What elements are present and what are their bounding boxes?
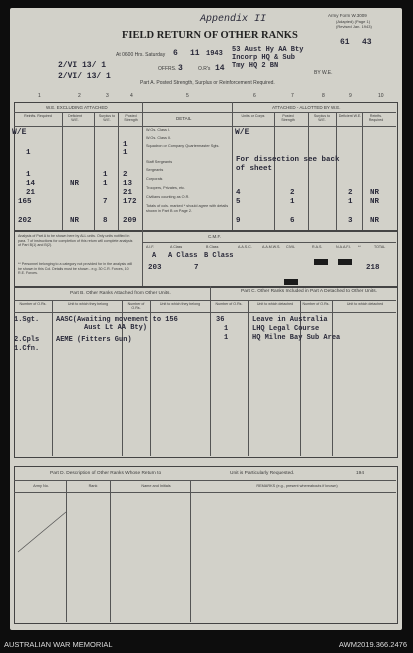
part-d-column-header: REMARKS (e.g., present whereabouts if known) [256,484,338,488]
unit-line-1: 53 Aust Hy AA Bty [232,46,304,54]
part-c-title: Part C. Other Ranks Included in Part A Detached to Other Units. [241,289,377,294]
part-d-year: 194 [356,471,365,476]
unit-line-2: Incorp HQ & Sub [232,54,296,62]
column-header: Deficient W.E. [338,114,362,118]
right-reinfts-value: NR [370,189,380,197]
right-deficient-value: 2 [348,189,353,197]
column-header: Reinfts. Required [368,114,384,123]
part-c-column-header: Unit to which detached [346,302,384,306]
analysis-column-header: A.A.S.C. [238,245,252,249]
part-d-title-2: Unit is Particularly Requested. [230,471,295,476]
reinfts-value: 14 [26,180,36,188]
part-b-rank: 1.Cfn. [14,345,40,353]
part-b-column-header: Unit to which they belong [159,302,201,306]
reinfts-value: 165 [18,198,32,206]
by-we-label: BY W.E. [314,70,333,76]
column-header: Reinfts. Required [24,114,52,118]
we-right-marker: W/E [235,128,250,137]
dissection-note: For dissection see back of sheet [236,156,340,173]
date-month: 11 [190,49,200,58]
column-header: Deficient W.E. [68,114,82,123]
aif-letter: A [152,252,157,260]
right-reinfts-value: NR [370,217,380,225]
column-number: 4 [130,93,133,99]
detail-label: Sergeants [146,168,164,172]
part-b-column-header: Unit to which they belong [67,302,109,306]
column-number: 7 [291,93,294,99]
right-unit-value: 9 [236,217,241,225]
part-c-number: 1 [224,325,229,333]
analysis-column-header: A.I.F. [146,245,155,249]
part-c-column-header: Number of O.Rs. [302,302,330,306]
part-d-title: Part D. Description of Other Ranks Whose Return to [50,471,162,476]
total-value: 218 [366,264,380,272]
column-header: Posted Strength [281,114,295,123]
right-posted-value: 1 [290,198,295,206]
analysis-column-header: A.A.M.W.S. [262,245,281,249]
part-d-column-header: Name and Initials [141,484,171,488]
page-title: FIELD RETURN OF OTHER RANKS [122,30,298,41]
footer-left: AUSTRALIAN WAR MEMORIAL [4,640,113,649]
column-number: 5 [186,93,189,99]
posted-value: 1 [123,149,128,157]
left-reference-1: 2/VI 13/ 1 [58,61,107,70]
posted-value: 21 [123,189,133,197]
column-header: Units or Corps [241,114,265,118]
part-c-unit: HQ Milne Bay Sub Area [252,334,341,342]
right-deficient-value: 3 [348,217,353,225]
army-form-sub: (Adapted) (Page 1) [336,19,371,24]
or-label: O.R's [198,66,211,72]
detail-label: Staff Sergeants [146,160,173,164]
we-header: W.E. EXCLUDING ATTACHED [46,105,108,110]
detail-label: Corporals [146,177,163,181]
date-line-label: At 0600 Hrs. Saturday [116,52,166,58]
detail-label: Totals of cols. marked * should agree with details shown in Part B on Page 2. [146,204,229,213]
army-form-edition: (Revised Jan. 1943) [336,24,372,29]
part-c-number: 36 [216,316,225,324]
right-reinfts-value: NR [370,198,380,206]
or-value: 14 [215,64,225,73]
posted-value: 1 [123,141,128,149]
serial-number: 61 [340,38,350,47]
b-class-label: B Class [204,252,234,260]
posted-value: 2 [123,171,128,179]
offrs-value: 3 [178,64,183,73]
posted-value: 172 [123,198,137,206]
aif-value: 203 [148,264,162,272]
reinfts-value: 21 [26,189,36,197]
reinfts-value: 1 [26,171,31,179]
cmf-label: C.M.F. [208,234,221,239]
part-b-rank: 1.Sgt. [14,316,40,324]
army-form-label: Army Form W.3009 [328,13,367,18]
analysis-column-header: B Class [206,245,219,249]
analysis-column-header: TOTAL [374,245,386,249]
reinfts-value: 1 [26,149,31,157]
part-c-number: 1 [224,334,229,342]
column-header: Surplus to W.E. [98,114,116,123]
part-b-title: Part B. Other Ranks Attached from Other Units. [70,291,171,296]
we-left-marker: W/E [12,128,27,137]
surplus-value: 1 [103,171,108,179]
column-header: Posted Strength [124,114,138,123]
right-posted-value: 2 [290,189,295,197]
detail-label: W.Os. Class I. [146,128,171,132]
column-number: 2 [78,93,81,99]
right-unit-value: 4 [236,189,241,197]
attached-header: ATTACHED - ALLOTTED BY W.E. [272,105,341,110]
analysis-column-header: N.A.A.F.I. [336,245,352,249]
right-deficient-value: 1 [348,198,353,206]
part-b-rank: 2.Cpls [14,336,40,344]
part-a-title: Part A. Posted Strength, Surplus or Reinforcement Required. [140,80,275,86]
posted-value: 13 [123,180,133,188]
part-b-unit: AEME (Fitters Gun) [56,336,132,344]
column-number: 3 [106,93,109,99]
footer-right: AWM2019.366.2476 [338,640,407,649]
column-number: 8 [322,93,325,99]
redaction-mark [284,279,298,285]
deficient-value: NR [70,180,80,188]
date-day: 6 [173,49,178,58]
part-b-column-header: Number of O.Rs. [127,302,145,311]
part-d-diagonal-stroke [14,508,74,568]
analysis-note: Analysis of Part A to be shown here by ALL units. Only units notified in para. 7 of instructions for completion of this return will complete analysis of Part B(1) and B(2). [18,234,133,248]
part-c-unit: LHQ Legal Course [252,325,320,333]
part-b-unit: Aust Lt AA Bty) [84,324,148,332]
unit-line-3: Tmy HQ 2 BN [232,62,279,70]
date-year: 1943 [206,50,223,58]
cmf-value: 7 [194,264,199,272]
deficient-value: NR [70,217,80,225]
analysis-column-header: A Class [170,245,183,249]
part-c-column-header: Number of O.Rs. [215,302,243,306]
part-d-column-header: Rank [88,484,98,488]
a-class-label: A Class [168,252,198,260]
part-b-unit: AASC(Awaiting movement to 156 [56,316,178,324]
part-d-column-header: Army No. [33,484,49,488]
appendix-label: Appendix II [200,14,267,25]
part-c-unit: Leave in Australia [252,316,328,324]
offrs-label: OFFRS. [158,66,177,72]
column-number: 9 [349,93,352,99]
right-posted-value: 6 [290,217,295,225]
posted-value: 209 [123,217,137,225]
right-unit-value: 5 [236,198,241,206]
detail-label: Troopers, Privates, etc. [146,186,186,190]
surplus-value: 7 [103,198,108,206]
analysis-column-header: R.A.S. [312,245,323,249]
analysis-note-2: ** Personnel belonging to a category not provided for in the analysis will be shown in this Col. Details must be shown - e.g. 30 C.R. Forces, 10 R.E. Forces. [18,262,133,276]
column-number: 6 [253,93,256,99]
detail-header: DETAIL [176,116,192,121]
reinfts-value: 202 [18,217,32,225]
detail-label: Squadron or Company Quartermaster Sgts. [146,144,220,148]
surplus-value: 8 [103,217,108,225]
redaction-mark [338,259,352,265]
left-reference-2: 2/VI/ 13/ 1 [58,72,111,81]
analysis-column-header: ** [358,245,361,249]
detail-label: Civilians counting as O.R. [146,195,190,199]
part-c-column-header: Unit to which detached [256,302,294,306]
document-page [10,8,402,630]
detail-label: W.Os. Class II. [146,136,172,140]
part-b-column-header: Number of O.Rs. [19,302,47,306]
column-header: Surplus to W.E. [313,114,331,123]
analysis-column-header: CIVIL [286,245,295,249]
column-number: 1 [38,93,41,99]
redaction-mark [314,259,328,265]
surplus-value: 1 [103,180,108,188]
column-number: 10 [378,93,384,99]
serial-number-hw: 43 [362,38,372,47]
